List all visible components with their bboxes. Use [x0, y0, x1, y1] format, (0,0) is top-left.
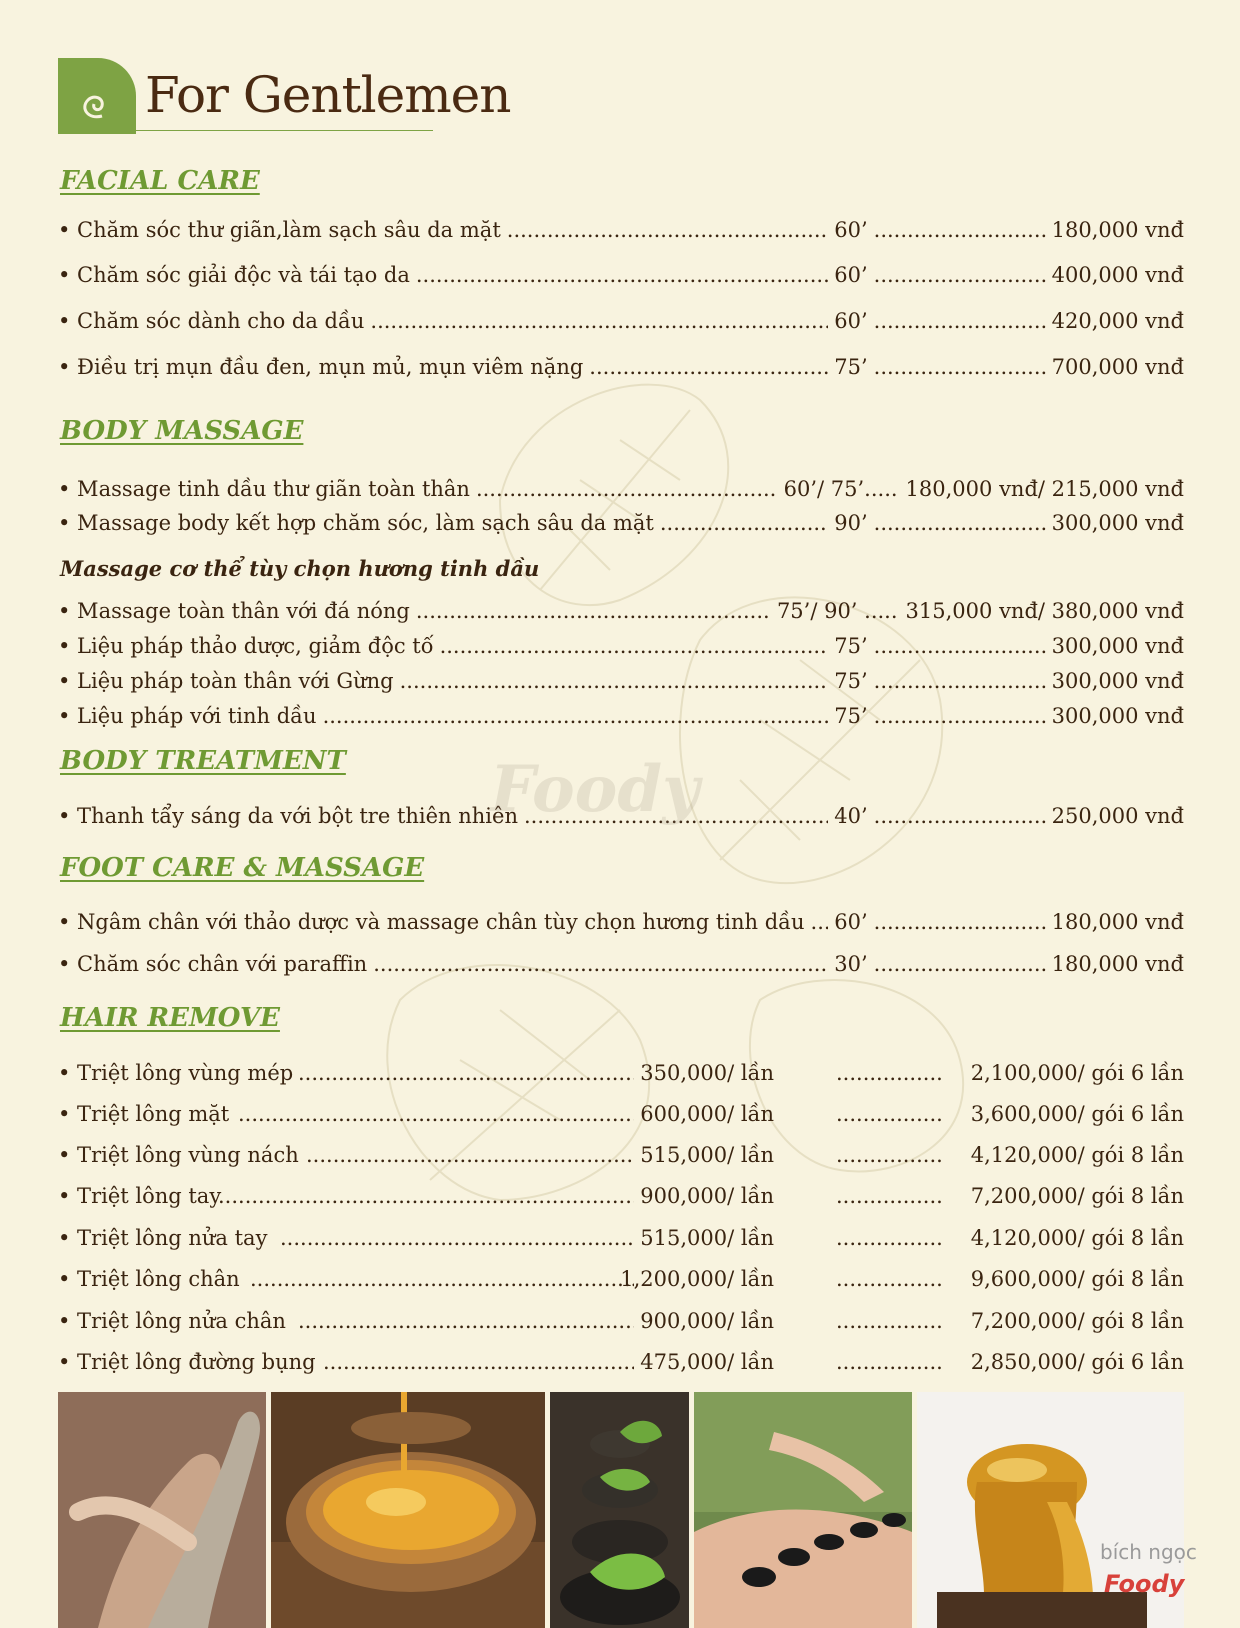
photo-strip [58, 1392, 1184, 1628]
section-title-facial-care: FACIAL CARE [60, 166, 260, 196]
list-item: • Massage tinh dầu thư giãn toàn thân ..... 60’/ 75’..... 180,000 vnđ/ 215,000 vnđ [58, 474, 1184, 504]
hair-remove-row: • Triệt lông tay ..... 900,000/ lần ..... 7,200,000/ gói 8 lần [58, 1181, 1184, 1211]
list-item: • Massage body kết hợp chăm sóc, làm sạch sâu da mặt ..... 90’ ..... 300,000 vnđ [58, 508, 1184, 538]
hair-remove-row: • Triệt lông nửa chân ..... 900,000/ lần ..... 7,200,000/ gói 8 lần [58, 1306, 1184, 1336]
zen-stones-photo [550, 1392, 689, 1628]
list-item: • Chăm sóc dành cho da dầu ..... 60’ ..... 420,000 vnđ [58, 306, 1184, 336]
author-watermark: bích ngọc [1100, 1540, 1197, 1564]
snail-logo-icon [58, 58, 136, 134]
list-item: • Liệu pháp toàn thân với Gừng ..... 75’ ..... 300,000 vnđ [58, 666, 1184, 696]
section-title-body-treatment: BODY TREATMENT [60, 746, 346, 776]
list-item: • Massage toàn thân với đá nóng ..... 75’/ 90’ ..... 315,000 vnđ/ 380,000 vnđ [58, 596, 1184, 626]
hair-remove-row: • Triệt lông mặt ..... 600,000/ lần ..... 3,600,000/ gói 6 lần [58, 1099, 1184, 1129]
hair-remove-row: • Triệt lông chân ..... 1,200,000/ lần ..... 9,600,000/ gói 8 lần [58, 1264, 1184, 1294]
hair-remove-row: • Triệt lông đường bụng ..... 475,000/ lần ..... 2,850,000/ gói 6 lần [58, 1347, 1184, 1377]
list-item: • Ngâm chân với thảo dược và massage chân tùy chọn hương tinh dầu ..... 60’ ..... 180,000 vnđ [58, 907, 1184, 937]
list-item: • Điều trị mụn đầu đen, mụn mủ, mụn viêm nặng ..... 75’ ..... 700,000 vnđ [58, 352, 1184, 382]
honey-bowl-photo [271, 1392, 545, 1628]
list-item: • Thanh tẩy sáng da với bột tre thiên nhiên ..... 40’ ..... 250,000 vnđ [58, 801, 1184, 831]
body-massage-subtitle: Massage cơ thể tùy chọn hương tinh dầu [60, 556, 540, 581]
section-title-body-massage: BODY MASSAGE [60, 416, 304, 446]
hair-remove-row: • Triệt lông vùng mép ..... 350,000/ lần ..... 2,100,000/ gói 6 lần [58, 1058, 1184, 1088]
clay-hands-photo [58, 1392, 266, 1628]
foody-logo-watermark: Foody [1104, 1570, 1185, 1598]
list-item: • Chăm sóc chân với paraffin ..... 30’ ..... 180,000 vnđ [58, 949, 1184, 979]
hair-remove-row: • Triệt lông nửa tay ..... 515,000/ lần ..... 4,120,000/ gói 8 lần [58, 1223, 1184, 1253]
list-item: • Chăm sóc thư giãn,làm sạch sâu da mặt ..... 60’ ..... 180,000 vnđ [58, 215, 1184, 245]
hair-remove-row: • Triệt lông vùng nách ..... 515,000/ lần ..... 4,120,000/ gói 8 lần [58, 1140, 1184, 1170]
foody-watermark: Foody [490, 752, 700, 827]
brand-title: For Gentlemen [145, 66, 511, 124]
list-item: • Liệu pháp với tinh dầu ..... 75’ ..... 300,000 vnđ [58, 701, 1184, 731]
section-title-hair-remove: HAIR REMOVE [60, 1003, 280, 1033]
brand-divider [58, 130, 433, 131]
list-item: • Liệu pháp thảo dược, giảm độc tố ..... 75’ ..... 300,000 vnđ [58, 631, 1184, 661]
list-item: • Chăm sóc giải độc và tái tạo da ..... 60’ ..... 400,000 vnđ [58, 260, 1184, 290]
section-title-foot-care: FOOT CARE & MASSAGE [60, 853, 425, 883]
hot-stone-massage-photo [694, 1392, 912, 1628]
